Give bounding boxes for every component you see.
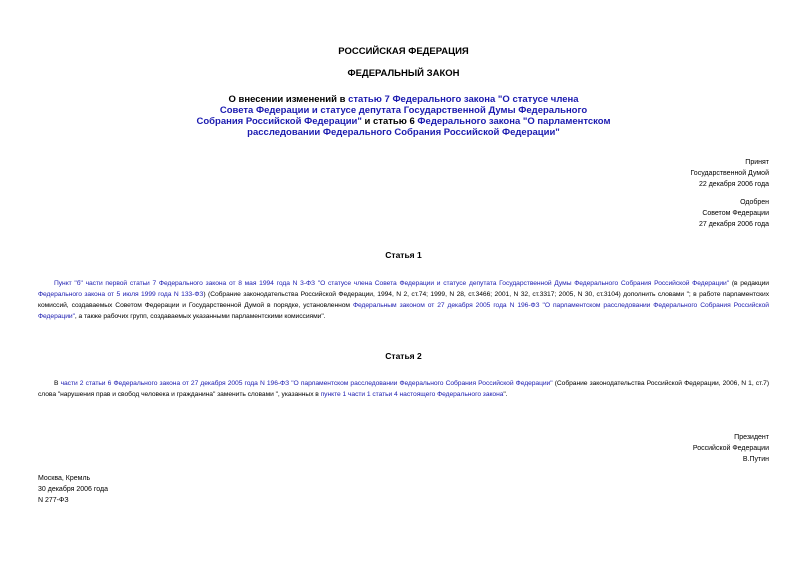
doc-type-heading: ФЕДЕРАЛЬНЫЙ ЗАКОН <box>347 68 460 79</box>
article2-link-point1[interactable]: пункте 1 части 1 статьи 4 настоящего Федерального закона <box>320 391 504 398</box>
footer-number: N 277-ФЗ <box>38 497 69 504</box>
signature-block <box>569 432 769 465</box>
signature-name: В.Путин <box>742 456 769 463</box>
adopted-block <box>569 157 769 190</box>
article1-text-b: ) (Собрание законодательства Российской Федерации, 1994, N 2, ст.74; 1999, N 28, ст.3466; 2001, N 32, ст.3317; 2005, N 30, ст.3104) дополнить словами "; в работе парламентских комиссий, создаваемых Советом Федерации и Государственной Думой в порядке, установленном <box>38 291 770 309</box>
footer-block <box>38 473 108 506</box>
adopted-by: Государственной Думой <box>690 170 769 177</box>
footer-place: Москва, Кремль <box>38 475 91 482</box>
footer-date: 30 декабря 2006 года <box>38 486 109 493</box>
approved-block <box>569 197 769 230</box>
title-link-law196[interactable]: Федерального закона "О парламентском <box>417 116 611 127</box>
country-heading: РОССИЙСКАЯ ФЕДЕРАЦИЯ <box>338 46 469 57</box>
approved-label: Одобрен <box>740 199 769 206</box>
article2-text-c: ". <box>503 391 508 398</box>
article2-heading: Статья 2 <box>385 351 422 361</box>
title-link-article7[interactable]: статью 7 Федерального закона "О статусе члена <box>348 94 579 105</box>
article1-link-law196[interactable]: Федеральным законом от 27 декабря 2005 года N 196-ФЗ "О парламентском расследовании Федерального Собрания Российской Федерации" <box>38 302 769 320</box>
title-link-article7-line3[interactable]: Собрания Российской Федерации" <box>196 116 362 127</box>
title-link-article7-line2[interactable]: Совета Федерации и статусе депутата Государственной Думы Федерального <box>219 105 588 116</box>
article2-text-b: (Собрание законодательства Российской Федерации, 2006, N 1, ст.7) слова "нарушения прав и свобод человека и гражданина" заменить словами ", указанных в <box>38 380 770 398</box>
approved-date: 27 декабря 2006 года <box>698 221 769 228</box>
adopted-date: 22 декабря 2006 года <box>698 181 769 188</box>
article1-link-law133[interactable]: Федерального закона от 5 июля 1999 года N 133-ФЗ <box>38 291 204 298</box>
article1-link-law3[interactable]: Пункт "б" части первой статьи 7 Федерального закона от 8 мая 1994 года N 3-ФЗ "О статусе члена Совета Федерации и статусе депутата Государственной Думы Федерального Собрания Российской Федерации" <box>54 280 730 287</box>
title-middle: и статью 6 <box>361 116 418 127</box>
signature-country: Российской Федерации <box>692 445 769 452</box>
article1-text <box>38 278 769 322</box>
article1-text-c: , а также рабочих групп, создаваемых указанными парламентскими комиссиями". <box>74 313 326 320</box>
article1-heading: Статья 1 <box>385 250 422 260</box>
signature-position: Президент <box>734 434 769 441</box>
adopted-label: Принят <box>745 159 769 166</box>
title-prefix: О внесении изменений в <box>228 94 349 105</box>
article2-text <box>38 378 769 400</box>
approved-by: Советом Федерации <box>702 210 769 217</box>
article2-text-a: В <box>54 380 61 387</box>
title-link-law196-line2[interactable]: расследовании Федерального Собрания Российской Федерации" <box>247 127 560 138</box>
article1-text-a: (в редакции <box>729 280 769 287</box>
article2-link-law196[interactable]: части 2 статьи 6 Федерального закона от 27 декабря 2005 года N 196-ФЗ "О парламентском расследовании Федерального Собрания Российской Федерации" <box>60 380 553 387</box>
document-title <box>0 94 807 138</box>
